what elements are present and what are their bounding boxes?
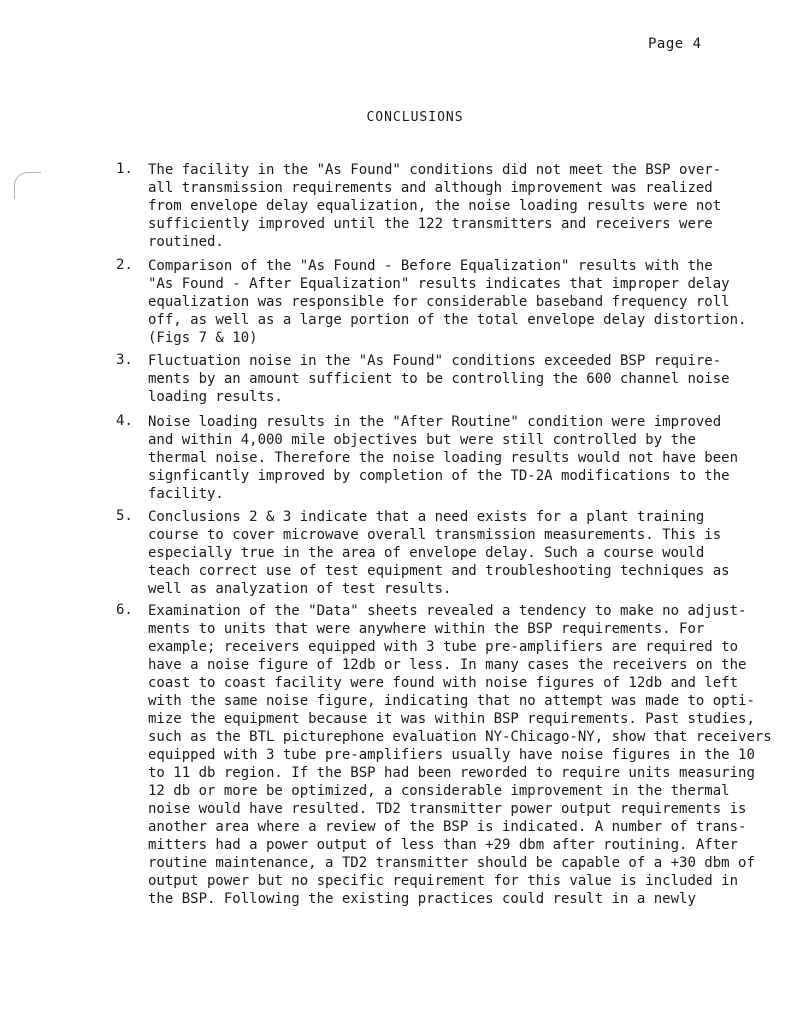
item-number: 4. (116, 413, 133, 429)
text-line: have a noise figure of 12db or less. In many cases the receivers on the (148, 657, 747, 673)
text-line: "As Found - After Equalization" results indicates that improper delay (148, 276, 730, 292)
text-line: off, as well as a large portion of the total envelope delay distortion. (148, 312, 747, 328)
text-line: example; receivers equipped with 3 tube pre-amplifiers are required to (148, 639, 739, 655)
text-line: especially true in the area of envelope delay. Such a course would (148, 545, 705, 561)
text-line: noise would have resulted. TD2 transmitter power output requirements is (148, 801, 747, 817)
punch-hole-mark (14, 172, 41, 199)
item-number: 2. (116, 257, 133, 273)
text-line: (Figs 7 & 10) (148, 330, 258, 346)
text-line: loading results. (148, 389, 283, 405)
text-line: teach correct use of test equipment and troubleshooting techniques as (148, 563, 730, 579)
text-line: from envelope delay equalization, the noise loading results were not (148, 198, 722, 214)
item-text (148, 413, 739, 503)
text-line: thermal noise. Therefore the noise loading results would not have been (148, 450, 739, 466)
item-text (148, 257, 747, 347)
item-number: 5. (116, 508, 133, 524)
text-line: Examination of the "Data" sheets revealed a tendency to make no adjust- (148, 603, 747, 619)
text-line: routined. (148, 234, 224, 250)
text-line: coast to coast facility were found with noise figures of 12db and left (148, 675, 739, 691)
text-line: the BSP. Following the existing practices could result in a newly (148, 891, 696, 907)
text-line: to 11 db region. If the BSP had been reworded to require units measuring (148, 765, 755, 781)
item-number: 6. (116, 602, 133, 618)
item-text (148, 508, 730, 598)
text-line: another area where a review of the BSP is indicated. A number of trans- (148, 819, 747, 835)
page-number: Page 4 (648, 36, 702, 52)
text-line: mize the equipment because it was within BSP requirements. Past studies, (148, 711, 755, 727)
text-line: Comparison of the "As Found - Before Equalization" results with the (148, 258, 713, 274)
item-text (148, 161, 722, 251)
item-number: 3. (116, 352, 133, 368)
text-line: ments by an amount sufficient to be controlling the 600 channel noise (148, 371, 730, 387)
text-line: equalization was responsible for considerable baseband frequency roll (148, 294, 730, 310)
text-line: such as the BTL picturephone evaluation NY-Chicago-NY, show that receivers (148, 729, 772, 745)
text-line: Fluctuation noise in the "As Found" conditions exceeded BSP require- (148, 353, 722, 369)
text-line: mitters had a power output of less than +29 dbm after routining. After (148, 837, 739, 853)
text-line: 12 db or more be optimized, a considerable improvement in the thermal (148, 783, 730, 799)
page-title: CONCLUSIONS (366, 110, 464, 125)
item-number: 1. (116, 161, 133, 177)
text-line: The facility in the "As Found" conditions did not meet the BSP over- (148, 162, 722, 178)
text-line: course to cover microwave overall transmission measurements. This is (148, 527, 722, 543)
text-line: ments to units that were anywhere within the BSP requirements. For (148, 621, 705, 637)
text-line: facility. (148, 486, 224, 502)
item-text (148, 602, 772, 908)
text-line: equipped with 3 tube pre-amplifiers usually have noise figures in the 10 (148, 747, 755, 763)
text-line: sufficiently improved until the 122 transmitters and receivers were (148, 216, 713, 232)
text-line: output power but no specific requirement for this value is included in (148, 873, 739, 889)
item-text (148, 352, 730, 406)
text-line: all transmission requirements and although improvement was realized (148, 180, 713, 196)
text-line: Conclusions 2 & 3 indicate that a need exists for a plant training (148, 509, 705, 525)
text-line: Noise loading results in the "After Routine" condition were improved (148, 414, 722, 430)
text-line: with the same noise figure, indicating that no attempt was made to opti- (148, 693, 755, 709)
text-line: routine maintenance, a TD2 transmitter should be capable of a +30 dbm of (148, 855, 755, 871)
text-line: signficantly improved by completion of the TD-2A modifications to the (148, 468, 730, 484)
text-line: and within 4,000 mile objectives but were still controlled by the (148, 432, 696, 448)
text-line: well as analyzation of test results. (148, 581, 452, 597)
